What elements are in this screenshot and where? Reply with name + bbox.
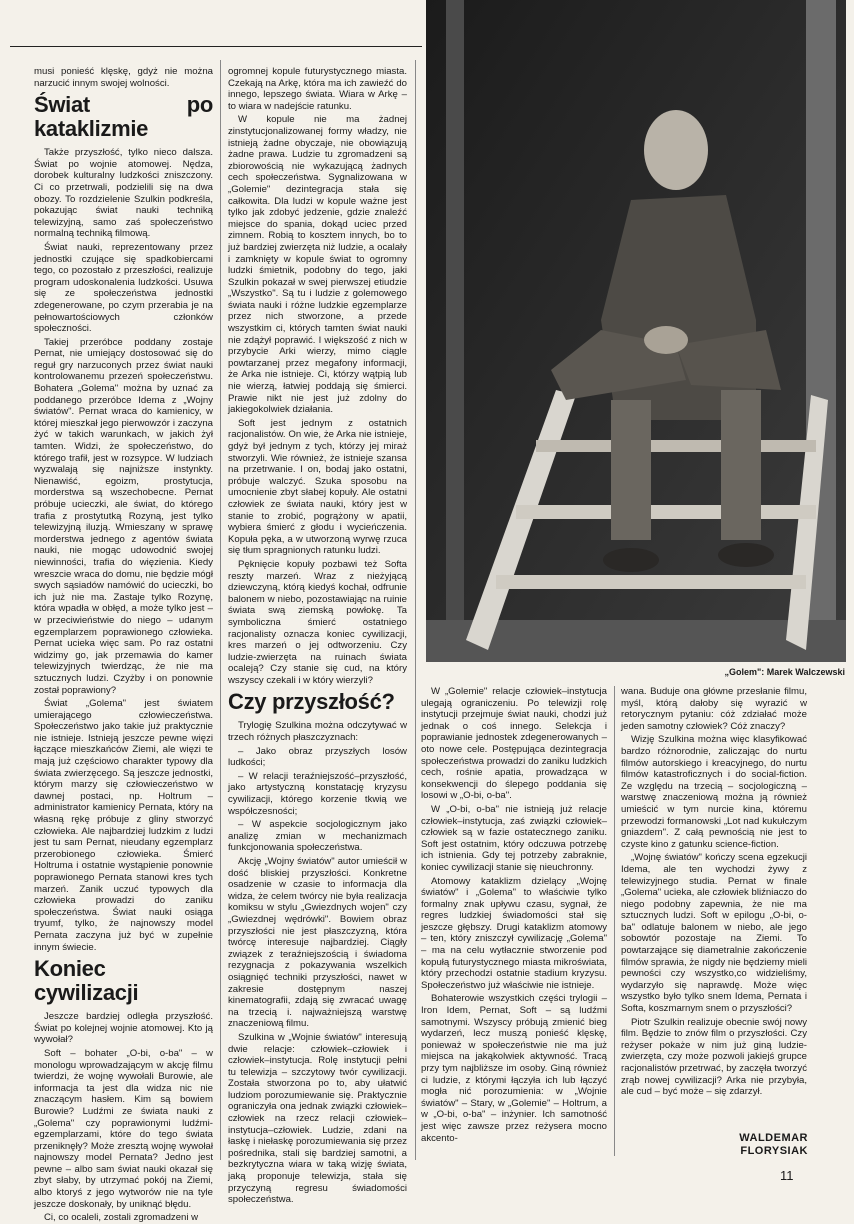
paragraph: musi ponieść klęskę, gdyż nie można narzucić innym swojej wolności. <box>34 66 213 89</box>
section-heading-czy-przyszlosc: Czy przyszłość? <box>228 689 395 715</box>
column-2 <box>228 66 407 1206</box>
paragraph: Soft – bohater „O-bi, o-ba" – w monologu wprowadzającym w akcję filmu twierdzi, że wojnę wywołali Burowie, ale informacja ta jest dla widza nic nie znaczącym hasłem. Kim są bowiem Burowie? Ludźmi ze świata nauki z „Golema" czy poprawionymi ludźmi-egzemplarzami, które do tego świata przeniknęły? Może zresztą wojnę wywołał najnowszy model Pernata? Jedno jest pewne – albo sam świat nauki okazał się zbyt słaby, by utrzymać pokój na Ziemi, albo ktoryś z jego wytworów nie na tyle jeszcze doskonały, by uniknąć błędu. <box>34 1047 213 1210</box>
column-4 <box>621 686 807 1156</box>
paragraph: wana. Buduje ona główne przesłanie filmu, myśl, którą dałoby się wyrazić w retorycznym pytaniu: cóż zdziałać może jeden samotny człowiek? Cóż znaczy? <box>621 686 807 732</box>
paragraph: Wizję Szulkina można więc klasyfikować bardzo różnorodnie, zaliczając do nurtu filmów autorskiego i kreacyjnego, do nurtu filmów katastroficznych i do social-fiction. Ze względu na trzecią – socjologiczną – warstwę znaczeniową można ją również umieścić w tym nurcie kina, któremu przewodzi formanowski „Lot nad kukułczym gniazdem". Z całą pewnością nie jest to czyste kino z gatunku science-fiction. <box>621 734 807 850</box>
paragraph: Atomowy kataklizm dzielący „Wojnę światów" i „Golema" to właściwie tylko formalny znak upływu czasu, sygnał, że regres ludzkiej świadomości stał się jeszcze głębszy. Drugi kataklizm atomowy – ten, który zniszczył cywilizację „Golema" – ma na celu wytłacznie stworzenie pod kopułą futurystycznego miasta mikroświata, który przechodzi ostatnie stadium kryzysu. Społeczeństwo już właściwie nie istnieje. <box>421 875 607 991</box>
column-divider <box>614 686 615 1156</box>
paragraph: Ci, co ocaleli, zostali zgromadzeni w <box>44 1212 199 1224</box>
paragraph: Świat „Golema" jest światem umierającego człowieczeństwa. Społeczeństwo jako takie już praktycznie nie istnieje. Istnieją jeszcze pewne więzi łączące mieszkańców Ziemi, ale więzi te mają już częściowo charakter typowy dla świata zwierzęcego. Są jeszcze jednostki, którym marzy się człowieczeństwo w dawnej postaci, np. Holtrum – administrator kamienicy Pernata, który na własną rękę próbuje z gliny stworzyć człowieka. Ale najbardziej ludzkim z ludzi jest tu sam Pernat, nieudany egzemplarz przerobionego człowieka. Śmierć Holtruma i ostatnie wystąpienie ponownie poprawionego Pernata stanowi kres tych marzeń. Zanik uczuć typowych dla człowieka prowadzi do zaniku społeczeństwa. Świat nauki osiąga tryumf, tylko, że najnowszy model Pernata zaczyna już być w zupełnie innym świecie. <box>34 698 213 953</box>
paragraph: – W relacji teraźniejszość–przyszłość, jako artystyczną konstatację kryzysu cywilizacji, którego korzenie tkwią we współczesności; <box>228 770 407 817</box>
paragraph: ogromnej kopule futurystycznego miasta. Czekają na Arkę, która ma ich zawieźć do innego, lepszego świata. Wiara w Arkę – to wiara w nadejście ratunku. <box>228 66 407 112</box>
paragraph: Bohaterowie wszystkich części trylogii – Iron Idem, Pernat, Soft – są ludźmi samotnymi. Wszyscy próbują zmienić bieg wydarzeń, lecz muszą ponieść klęskę, ponieważ w społeczeństwie nie ma już miejsca na jakąkolwiek aktywność. Tracą przy tym najbliższe im osoby. Giną również ci ludzie, z którymi łączyła ich lub łączyć mogła nić porozumienia: w „Wojnie światów" – Stary, w „Golemie" – Holtrum, a w „O-bi, o-ba" – inżynier. Ich samotność jest więc zawsze przez reżysera mocno akcento- <box>421 993 607 1144</box>
paragraph: Pęknięcie kopuły pozbawi też Softa reszty marzeń. Wraz z nieżyjącą dziewczyną, którą kiedyś kochał, odfrunie balonem w niebo, pozostawiając na ruinie świata swą ziemską powłokę. Ta symboliczna śmierć ostatniego racjonalisty oznacza koniec cywilizacji, kres marzeń o jej odtworzeniu. Czy ludzie-zwierzęta na ruinach świata ocaleją? Czy stanie się cud, na który wszyscy czekali i w który wierzyli? <box>228 558 407 686</box>
paragraph: Także przyszłość, tylko nieco dalsza. Świat po wojnie atomowej. Nędza, dorobek kulturalny ludzkości zniszczony. Ci co przetrwali, podzielili się na dwa obozy. To rozdzielenie Szulkin podkreśla, pokazując świat nauki techniką telewizyjną, samo zaś społeczeństwo normalną techniką filmową. <box>34 147 213 240</box>
paragraph: Akcję „Wojny światów" autor umieścił w dość bliskiej przyszłości. Konkretne osadzenie w czasie to informacja dla widza, że celem twórcy nie była realizacja komiksu w stylu „Gwiezdnych wojen" czy „Gwiezdnej wędrówki". Bowiem obraz przyszłości nie jest płaszczyzną, która twórcę interesuje najbardziej. Ciągły związek z teraźniejszością i świadoma rezygnacja z pokazywania wszelkich osiągnięć techniki przyszłości, nawet w zakresie dostępnym naszej kinematografii, zdają się zwracać uwagę na trzecią i. najważniejszą warstwę znaczeniową filmu. <box>228 856 407 1030</box>
photo-caption: „Golem": Marek Walczewski <box>724 667 845 677</box>
column-1 <box>34 66 213 1224</box>
section-heading-koniec-cywilizacji: Koniec cywilizacji <box>34 956 139 1006</box>
paragraph: Trylogię Szulkina można odczytywać w trzech różnych płaszczyznach: <box>228 720 407 744</box>
paragraph: Szulkina w „Wojnie światów" interesują dwie relacje: człowiek–człowiek i człowiek–instytucja. Rolę instytucji pełni tu telewizja – szczytowy twór cywilizacji. Została stworzona po to, aby ułatwić ludziom porozumiewanie się. Praktycznie ograniczyła ona jednak związki człowiek–człowiek na rzecz relacji człowiek–instytucja–człowiek. Ludzie, zdani na łaskę i niełaskę porozumiewania się przez pośrednika, stali się bardziej samotni, a bezkrytyczna wiara w taką wizję świata, jaką proponuje telewizja, stała się przyczyną regresu świadomości społeczeństwa. <box>228 1031 407 1206</box>
film-still-photo <box>426 0 846 662</box>
paragraph: Soft jest jednym z ostatnich racjonalistów. On wie, że Arka nie istnieje, gdyż był jednym z tych, którzy jej miraż stworzyli. Wie również, że istnieje szansa na przetrwanie. I on, bodaj jako ostatni, próbuje walczyć. Szuka sposobu na umocnienie zbyt słabej kopuły. Ale ostatni człowiek ze świata nauki, który jest w stanie to zrobić, pogrążony w apatii, wybiera śmierć z głodu i wycieńczenia. Kopuła pęka, a w utworzoną wyrwę rzuca się tłum spragnionych ratunku ludzi. <box>228 417 407 557</box>
top-rule <box>10 46 422 47</box>
paragraph: W „Golemie" relacje człowiek–instytucja ulegają ograniczeniu. Po telewizji rolę instytucji przejmuje świat nauki, chodzi już jednak o coś innego. Selekcja i poprawianie jednostek zdegenerowanych – oto nowe cele. Postępująca dezintegracja społeczeństwa prowadzi do zaniku ludzkich cech, rośnie apatia, prowadząca w konsekwencji do ślepego poddania się losowi w „O-bi, o-ba". <box>421 686 607 802</box>
column-divider <box>220 60 221 1160</box>
author-byline <box>700 1132 808 1158</box>
paragraph: W kopule nie ma żadnej zinstytucjonalizowanej formy władzy, nie istnieją żadne obyczaje, nie obowiązują żadne prawa. Ludzie tu zgromadzeni są zbiorowością nie wykazującą żadnych cech społeczeństwa. Sygnalizowana w „Golemie" dezintegracja stała się całkowita. Dla ludzi w kopule ważne jest tylko jak zdobyć jedzenie, gdzie znaleźć miejsce do spania, dokąd uciec przed zimnem. Robią to kosztem innych, bo to już bardziej zwierzęta niż ludzie, a ocalały i zamknięty w kopule świat to ogromny ludzki śmietnik, podobny do tego, jaki Szulkin pokazał w swej pierwszej etiudzie „Wszystko". Są tu i ludzie z golemowego świata nauki i różne ludzkie egzemplarze przez nich stworzone, a przede wszystkim ci, których tamten świat nauki nie zdążył poprawić. I większość z nich w przybycie Arki wierzy, mimo ciągle powtarzanej przez megafony informacji, że Arka nie istnieje. Ci, którzy wątpią lub nie wierzą, łatwiej poddają się śmierci. Prawie nikt nie jest już zdolny do jakiegokolwiek działania. <box>228 114 407 416</box>
paragraph: – Jako obraz przyszłych losów ludkości; <box>228 745 407 769</box>
paragraph: Jeszcze bardziej odległa przyszłość. Świat po kolejnej wojnie atomowej. Kto ją wywołał? <box>34 1011 213 1046</box>
paragraph: W „O-bi, o-ba" nie istnieją już relacje człowiek–instytucja, zaś związki człowiek–człowiek są w fazie ostatecznego zaniku. Soft jest ostatnim, który odczuwa potrzebę ich istnienia. Gdy tej potrzeby zabraknie, koniec cywilizacji stanie się nieuchronny. <box>421 803 607 873</box>
column-3 <box>421 686 607 1156</box>
section-heading-swiat-po-kataklizmie: Świat po kataklizmie <box>34 92 213 142</box>
author-first-name: WALDEMAR <box>739 1132 808 1144</box>
paragraph: Świat nauki, reprezentowany przez jednostki czujące się spadkobiercami tego, co pozostało z przeszłości, realizuje program udoskonalenia ludzkości. Usuwa się ze społeczeństwa jednostki zdegenerowane, po czym przerabia je na pełnowartościowych członków społeczności. <box>34 241 213 335</box>
paragraph: Piotr Szulkin realizuje obecnie swój nowy film. Będzie to znów film o przyszłości. Czy reżyser pokaże w nim już giną ludzie-zwierzęta, czy może pozwoli jakiejś grupce racjonalistów przetrwać, by zaczęła tworzyć zrąb nowej cywilizacji? Arka nie przybyła, ale cud – być może – się zdarzył. <box>621 1016 807 1098</box>
page-number: 11 <box>780 1168 794 1183</box>
paragraph: – W aspekcie socjologicznym jako analizę zmian w mechanizmach funkcjonowania społeczeństwa. <box>228 819 407 854</box>
paragraph: „Wojnę światów" kończy scena egzekucji Idema, ale ten wychodzi żywy z telewizyjnego studia. Pernat w finale „Golema" ucieka, ale człowiek bliźniaczo do niego podobny zapewnia, że nie ma sztucznych ludzi. Soft w epilogu „O-bi, o-ba" odlatuje balonem w niebo, ale jego sobowtór pozostaje na Ziemi. To powtarzające się diametralnie zakończenie filmów sprawia, że nigdy nie będziemy mieli pewności czy wszystko,co widzieliśmy, wydarzyło się naprawdę. Może więc wszystko było tylko snem Idema, Pernata i Softa, koszmarnym snem o przyszłości? <box>621 852 807 1015</box>
seated-man-photo-illustration <box>426 0 846 662</box>
paragraph: Takiej przeróbce poddany zostaje Pernat, nie umiejący dostosować się do reguł gry narzuconych przez świat nauki kontrolowanemu przezeń społeczeństwu. Bohatera „Golema" można by uznać za poddanego przeróbce Idema z „Wojny światów". Pernat wraca do kamienicy, w której mieszkał jego pierwowzór i zaczyna żyć w takich warunkach, w jakich żył tamten. Widzi, że społeczeństwo, do którego trafił, jest w rozsypce. W ludziach wyzwalają się najniższe instynkty. Nienawiść, egoizm, prostytucja, morderstwa są wszechobecne. Pernat próbuje ucieczki, ale świat, do którego trafia z prostytutką Rozyną, jest tylko telewizyjną iluzją. Wmieszany w sprawę morderstwa jednego z agentów świata nauki, nie mogąc udowodnić swojej niewinności, trafia do więzienia. Kiedy wreszcie wraca do domu, nie będzie mógł swych sąsiadów namówić do ucieczki, bo ich już nie ma. Zastaje tylko Rozynę, która wpadła w obłęd, a może tylko jest – w przeciwieństwie do niego – udanym egzemplarzem poprawionego człowieka. Pernat ucieka więc sam. Po raz ostatni widzimy go, jak przemawia do kamer telewizyjnych twierdząc, że nie ma sztucznych ludzi. Czyżby i on ponownie został poprawiony? <box>34 336 213 696</box>
author-last-name: FLORYSIAK <box>740 1145 808 1157</box>
column-divider <box>415 60 416 1160</box>
